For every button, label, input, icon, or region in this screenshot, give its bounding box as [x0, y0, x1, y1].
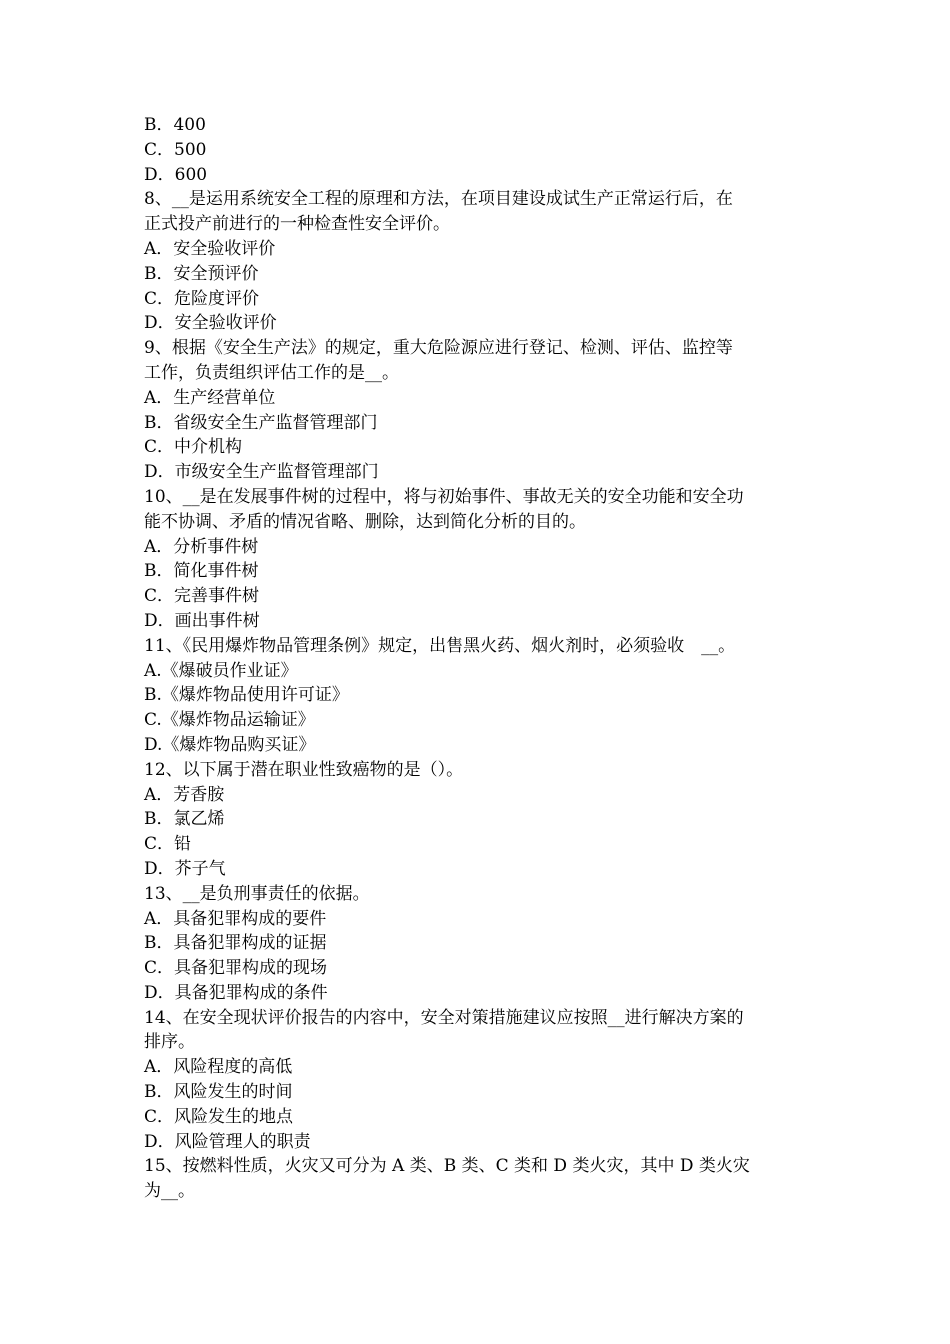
- option-line: A．安全验收评价: [144, 238, 276, 259]
- question-list: [144, 187, 808, 1204]
- option-line: B．400: [144, 115, 206, 135]
- option-line: B．氯乙烯: [144, 809, 225, 830]
- option-line: D．安全验收评价: [144, 313, 277, 334]
- question-block: [144, 1154, 808, 1204]
- option-line: D．风险管理人的职责: [144, 1131, 311, 1152]
- option-line: A．芳香胺: [144, 784, 225, 805]
- option-line: A．生产经营单位: [144, 387, 276, 408]
- question-block: [144, 634, 808, 758]
- question-stem-line: 12、以下属于潜在职业性致癌物的是（）。: [144, 759, 464, 780]
- question-stem-line: 9、根据《安全生产法》的规定，重大危险源应进行登记、检测、评估、监控等: [144, 338, 733, 359]
- option-line: D．市级安全生产监督管理部门: [144, 462, 379, 483]
- option-line: C.《爆炸物品运输证》: [144, 710, 315, 731]
- question-stem-line: 15、按燃料性质，火灾又可分为 A 类、B 类、C 类和 D 类火灾，其中 D 类火灾: [144, 1156, 750, 1177]
- question-block: [144, 882, 808, 1006]
- option-line: A．具备犯罪构成的要件: [144, 908, 327, 929]
- option-line: D．画出事件树: [144, 610, 260, 631]
- question-block: [144, 1006, 808, 1155]
- option-line: B．省级安全生产监督管理部门: [144, 412, 378, 433]
- option-line: C．500: [144, 139, 207, 160]
- option-line: B．具备犯罪构成的证据: [144, 933, 327, 954]
- question-block: [144, 758, 808, 882]
- option-line: B．安全预评价: [144, 263, 259, 284]
- question-stem-line: 能不协调、矛盾的情况省略、删除，达到简化分析的目的。: [144, 511, 586, 532]
- option-line: D．芥子气: [144, 858, 226, 879]
- option-line: C．具备犯罪构成的现场: [144, 958, 328, 979]
- question-stem-line: 14、在安全现状评价报告的内容中，安全对策措施建议应按照__进行解决方案的: [144, 1007, 744, 1028]
- question-stem-line: 正式投产前进行的一种检查性安全评价。: [144, 214, 450, 235]
- option-line: D．600: [144, 164, 208, 185]
- option-line: B.《爆炸物品使用许可证》: [144, 685, 349, 706]
- question-block: [144, 336, 808, 485]
- question-stem-line: 13、__是负刑事责任的依据。: [144, 883, 370, 904]
- option-line: C．风险发生的地点: [144, 1106, 294, 1127]
- question-stem-line: 11、《民用爆炸物品管理条例》规定，出售黑火药、烟火剂时，必须验收 __。: [144, 635, 736, 656]
- question-block: [144, 187, 808, 336]
- option-line: B．简化事件树: [144, 561, 259, 582]
- option-line: D.《爆炸物品购买证》: [144, 734, 316, 755]
- question-stem-line: 排序。: [144, 1032, 195, 1053]
- option-line: A．分析事件树: [144, 536, 259, 557]
- document-page: [144, 113, 808, 1204]
- option-line: D．具备犯罪构成的条件: [144, 982, 328, 1003]
- question-stem-line: 工作，负责组织评估工作的是__。: [144, 362, 399, 383]
- option-line: C．中介机构: [144, 437, 243, 458]
- question-stem-line: 为__。: [144, 1181, 195, 1202]
- question-stem-line: 8、__是运用系统安全工程的原理和方法，在项目建设成试生产正常运行后，在: [144, 189, 733, 210]
- option-line: A.《爆破员作业证》: [144, 660, 298, 681]
- question-block: [144, 485, 808, 634]
- option-line: C．危险度评价: [144, 288, 260, 309]
- question-stem-line: 10、__是在发展事件树的过程中，将与初始事件、事故无关的安全功能和安全功: [144, 486, 744, 507]
- option-line: B．风险发生的时间: [144, 1082, 293, 1103]
- option-line: A．风险程度的高低: [144, 1057, 293, 1078]
- option-line: C．铅: [144, 834, 192, 855]
- carried-over-options: [144, 113, 808, 187]
- option-line: C．完善事件树: [144, 586, 260, 607]
